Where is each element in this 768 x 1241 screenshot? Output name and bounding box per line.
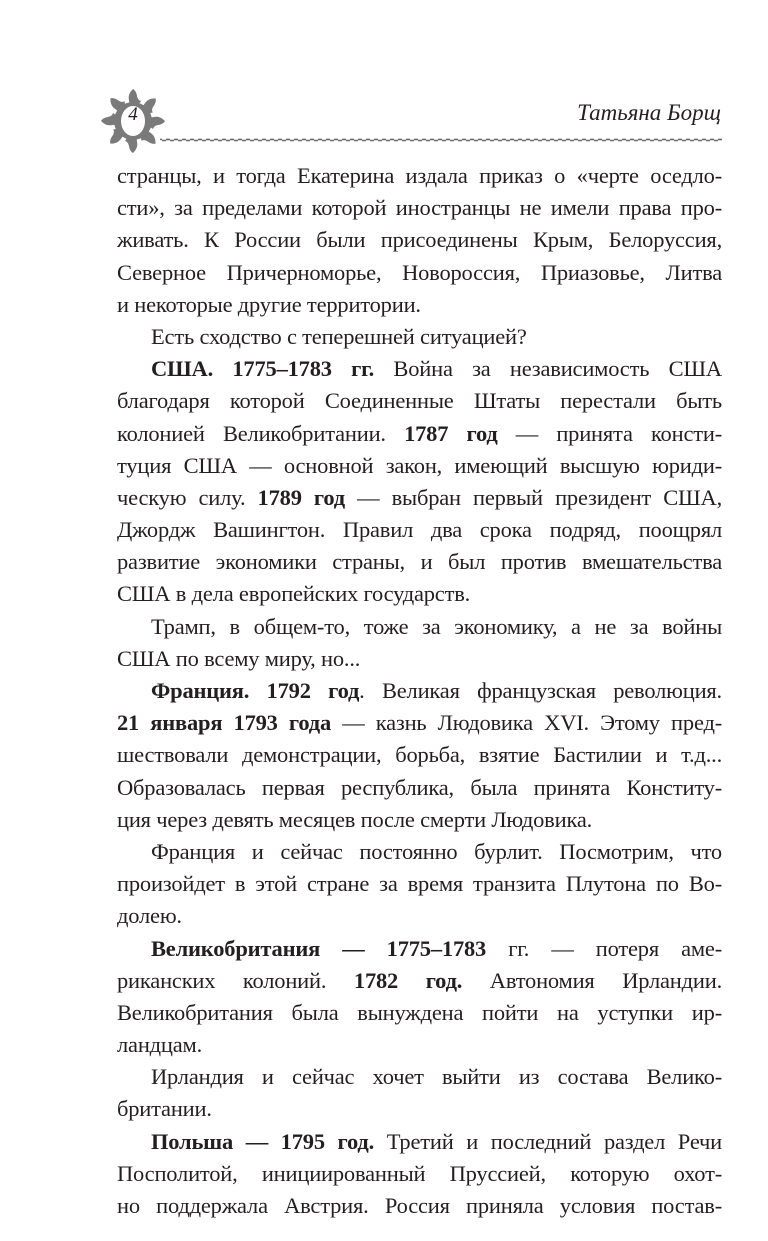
text: живать. К России были присоединены Крым, Белоруссия, <box>117 227 722 253</box>
text-line <box>117 836 722 868</box>
text-line <box>117 160 722 192</box>
text: Великобритания была вынуждена пойти на уступки ир- <box>117 999 722 1025</box>
text: гг. — потеря аме- <box>486 935 722 961</box>
text: благодаря которой Соединенные Штаты перестали быть <box>117 388 722 414</box>
text: США по всему миру, но... <box>117 645 361 671</box>
text: риканских колоний. <box>117 967 354 993</box>
text: британии. <box>117 1096 212 1122</box>
text-line <box>117 611 722 643</box>
text: Война за независимость США <box>374 356 722 382</box>
text: Третий и последний раздел Речи <box>374 1128 723 1154</box>
text-line <box>117 514 722 546</box>
text: — казнь Людовика XVI. Этому пред- <box>331 710 722 736</box>
paragraph <box>117 353 722 611</box>
text: произойдет в этой стране за время транзита Плутона по Во- <box>117 871 722 897</box>
bold-text: США. 1775–1783 гг. <box>151 356 375 382</box>
text-line <box>117 257 722 289</box>
text-line <box>117 482 722 514</box>
text: сти», за пределами которой иностранцы не имели права про- <box>117 195 722 221</box>
text-line <box>117 1158 722 1190</box>
text: долею. <box>117 903 182 929</box>
bold-text: 1789 год <box>257 484 345 510</box>
text: — выбран первый президент США, <box>344 484 722 510</box>
text: Северное Причерноморье, Новороссия, Приазовье, Литва <box>117 259 722 285</box>
text-line <box>117 1126 722 1158</box>
text-line <box>117 868 722 900</box>
text: Образовалась первая республика, была принята Конститу- <box>117 774 722 800</box>
text: но поддержала Австрия. Россия приняла условия постав- <box>117 1193 722 1218</box>
page-body <box>117 160 722 1222</box>
text-line <box>117 1029 722 1061</box>
text: США в дела европейских государств. <box>117 581 471 607</box>
text: Джордж Вашингтон. Правил два срока подряд, поощрял <box>117 517 722 543</box>
text: Есть сходство с теперешней ситуацией? <box>151 323 527 349</box>
text-line <box>117 965 722 997</box>
text-line <box>117 1190 722 1222</box>
text-line <box>117 321 722 353</box>
text-line <box>117 772 722 804</box>
text: Трамп, в общем-то, тоже за экономику, а не за войны <box>151 613 722 639</box>
text: и некоторые другие территории. <box>117 291 421 317</box>
text-line <box>117 997 722 1029</box>
bold-text: Польша — 1795 год. <box>151 1128 375 1154</box>
text-line <box>117 192 722 224</box>
paragraph <box>117 675 722 836</box>
text-line <box>117 804 722 836</box>
text: Ирландия и сейчас хочет выйти из состава Велико- <box>151 1064 722 1090</box>
text: туция США — основной закон, имеющий высшую юриди- <box>117 452 722 478</box>
text: ция через девять месяцев после смерти Людовика. <box>117 806 593 832</box>
text-line <box>117 1093 722 1125</box>
text-line <box>117 224 722 256</box>
text: Автономия Ирландии. <box>462 967 723 993</box>
page-number: 4 <box>128 104 138 125</box>
bold-text: 1782 год. <box>353 967 463 993</box>
text-line <box>117 1061 722 1093</box>
paragraph <box>117 1061 722 1125</box>
text-line <box>117 385 722 417</box>
text-line <box>117 546 722 578</box>
paragraph <box>117 836 722 933</box>
text: шествовали демонстрации, борьба, взятие Бастилии и т.д... <box>117 742 722 768</box>
text-line <box>117 933 722 965</box>
text: ландцам. <box>117 1032 202 1058</box>
text-line <box>117 643 722 675</box>
paragraph <box>117 611 722 675</box>
text-line <box>117 289 722 321</box>
paragraph <box>117 160 722 321</box>
text: ческую силу. <box>117 484 258 510</box>
paragraph <box>117 321 722 353</box>
text: колонией Великобритании. <box>117 420 405 446</box>
text: странцы, и тогда Екатерина издала приказ о «черте оседло- <box>117 163 722 188</box>
text-line <box>117 739 722 771</box>
text-line <box>117 707 722 739</box>
text-line <box>117 675 722 707</box>
running-header <box>0 0 768 160</box>
bold-text: 1787 год <box>404 420 498 446</box>
text-line <box>117 418 722 450</box>
bold-text: Франция. 1792 год <box>151 678 360 703</box>
wavy-rule <box>160 136 722 144</box>
bold-text: 21 января 1793 года <box>117 710 332 736</box>
paragraph <box>117 1126 722 1223</box>
text: Франция и сейчас постоянно бурлит. Посмотрим, что <box>151 838 722 864</box>
bold-text: Великобритания — 1775–1783 <box>151 935 487 961</box>
text: — принята консти- <box>497 420 723 446</box>
text-line <box>117 578 722 610</box>
author-name: Татьяна Борщ <box>577 100 721 125</box>
text-line <box>117 450 722 482</box>
text: развитие экономики страны, и был против вмешательства <box>117 549 722 575</box>
text: . Великая французская революция. <box>359 678 722 703</box>
text-line <box>117 900 722 932</box>
text-line <box>117 353 722 385</box>
paragraph <box>117 933 722 1062</box>
text: Посполитой, инициированный Пруссией, которую охот- <box>117 1160 722 1186</box>
